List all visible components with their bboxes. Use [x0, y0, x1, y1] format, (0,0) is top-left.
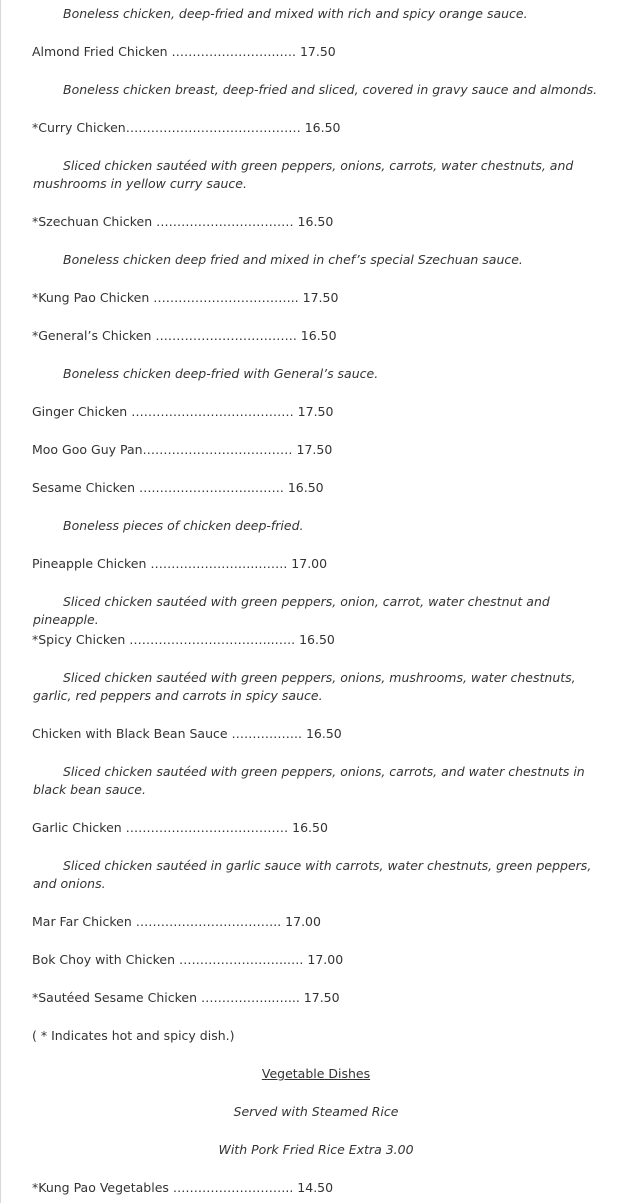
spicy-note: ( * Indicates hot and spicy dish.) [32, 1028, 235, 1043]
dish-description: Boneless chicken breast, deep-fried and sliced, covered in gravy sauce and almonds. [63, 82, 598, 97]
menu-item: Chicken with Black Bean Sauce …………….. 16.50 [32, 726, 342, 741]
section-subtitle: With Pork Fried Rice Extra 3.00 [218, 1142, 414, 1157]
dish-description: Sliced chicken sautéed with green peppers, onions, carrots, and water chestnuts in black bean sauce. [33, 764, 585, 797]
menu-item: *Spicy Chicken ……………………………..….. 16.50 [32, 632, 335, 647]
menu-item: Garlic Chicken ………………………………… 16.50 [32, 820, 328, 835]
menu-item: *Kung Pao Chicken …………………………….. 17.50 [32, 290, 339, 305]
menu-item: *Sautéed Sesame Chicken ……………...…... 17.50 [32, 990, 340, 1005]
dish-description: Sliced chicken sautéed with green peppers, onions, mushrooms, water chestnuts, garlic, red peppers and carrots in spicy sauce. [33, 670, 576, 703]
menu-item: *Kung Pao Vegetables ……………………….. 14.50 [32, 1180, 334, 1195]
menu-item: Moo Goo Guy Pan……………………………… 17.50 [32, 442, 333, 457]
dish-description: Sliced chicken sautéed with green peppers, onions, carrots, water chestnuts, and mushrooms in yellow curry sauce. [33, 158, 574, 191]
dish-description: Sliced chicken sautéed with green peppers, onion, carrot, water chestnut and pineapple. [33, 594, 550, 627]
dish-description: Sliced chicken sautéed in garlic sauce with carrots, water chestnuts, green peppers, and onions. [33, 858, 592, 891]
menu-item: Ginger Chicken ………………………………… 17.50 [32, 404, 334, 419]
menu-item: *Szechuan Chicken …………………………… 16.50 [32, 214, 334, 229]
dish-description: Boneless chicken deep fried and mixed in chef’s special Szechuan sauce. [63, 252, 523, 267]
section-heading: Vegetable Dishes [261, 1066, 371, 1081]
dish-description: Boneless chicken deep-fried with General’s sauce. [63, 366, 379, 381]
menu-item: *Curry Chicken…………………………………… 16.50 [32, 120, 341, 135]
menu-item: Bok Choy with Chicken ……………………..…. 17.00 [32, 952, 344, 967]
menu-item: Mar Far Chicken …………………………….. 17.00 [32, 914, 321, 929]
section-subtitle: Served with Steamed Rice [233, 1104, 399, 1119]
dish-description: Boneless pieces of chicken deep-fried. [63, 518, 304, 533]
menu-item: Pineapple Chicken ……………………..……. 17.00 [32, 556, 328, 571]
menu-item: *General’s Chicken ……………………………. 16.50 [32, 328, 337, 343]
dish-description: Boneless chicken, deep-fried and mixed with rich and spicy orange sauce. [63, 6, 528, 21]
menu-item: Sesame Chicken ….…….……………..……. 16.50 [32, 480, 324, 495]
menu-item: Almond Fried Chicken ……………………..…. 17.50 [32, 44, 336, 59]
